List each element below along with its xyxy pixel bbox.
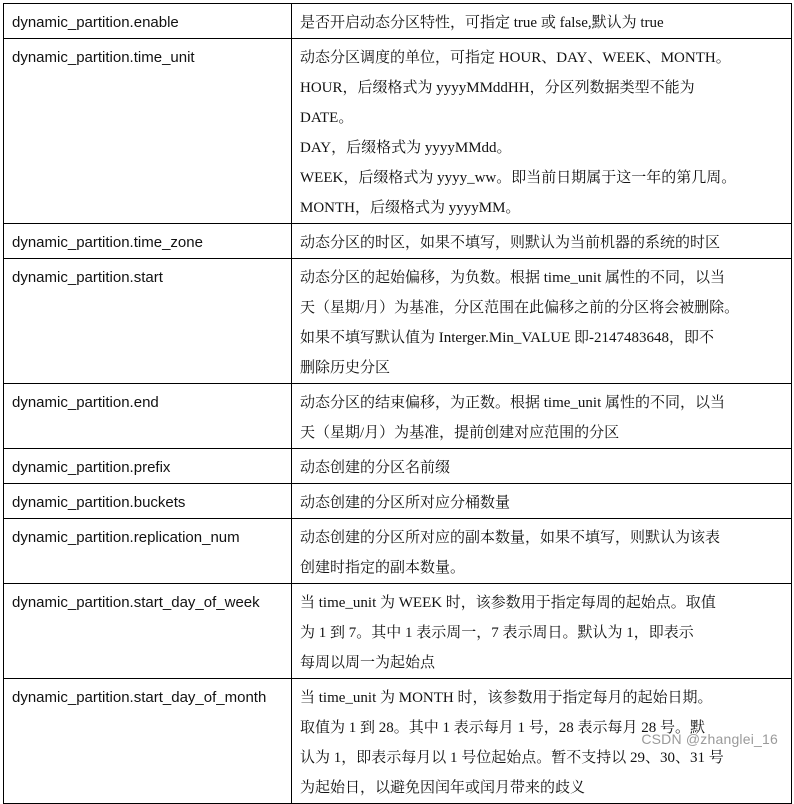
- param-key: dynamic_partition.start_day_of_month: [12, 689, 267, 706]
- param-key-cell: [4, 4, 292, 39]
- table-body: [4, 4, 792, 804]
- param-desc-line: 为起始日，以避免因闰年或闰月带来的歧义: [300, 780, 586, 796]
- param-desc-line: 动态创建的分区所对应的副本数量，如果不填写，则默认为该表: [300, 530, 721, 546]
- param-desc-line: 取值为 1 到 28。其中 1 表示每月 1 号，28 表示每月 28 号。默: [300, 720, 706, 736]
- table-row: [4, 4, 792, 39]
- table-row: [4, 584, 792, 679]
- param-desc-line: 是否开启动态分区特性，可指定 true 或 false,默认为 true: [300, 15, 664, 31]
- param-desc-cell: [292, 449, 792, 484]
- param-desc-line: 为 1 到 7。其中 1 表示周一，7 表示周日。默认为 1，即表示: [300, 625, 694, 641]
- table-row: [4, 39, 792, 224]
- param-key: dynamic_partition.start: [12, 269, 163, 286]
- param-key: dynamic_partition.buckets: [12, 494, 186, 511]
- param-key: dynamic_partition.replication_num: [12, 529, 240, 546]
- param-key-cell: [4, 584, 292, 679]
- param-key-cell: [4, 39, 292, 224]
- param-key: dynamic_partition.start_day_of_week: [12, 594, 260, 611]
- param-desc-cell: [292, 224, 792, 259]
- param-desc-line: 当 time_unit 为 MONTH 时，该参数用于指定每月的起始日期。: [300, 690, 713, 706]
- param-desc-cell: [292, 519, 792, 584]
- config-parameter-table: [3, 3, 792, 804]
- param-desc-line: 动态分区的结束偏移，为正数。根据 time_unit 属性的不同，以当: [300, 395, 725, 411]
- param-desc-line: HOUR，后缀格式为 yyyyMMddHH，分区列数据类型不能为: [300, 80, 695, 96]
- param-desc-line: 动态创建的分区所对应分桶数量: [300, 495, 511, 511]
- param-desc-line: MONTH，后缀格式为 yyyyMM。: [300, 200, 521, 216]
- param-key: dynamic_partition.enable: [12, 14, 179, 31]
- param-desc-line: 动态分区调度的单位，可指定 HOUR、DAY、WEEK、MONTH。: [300, 50, 731, 66]
- param-key: dynamic_partition.prefix: [12, 459, 171, 476]
- param-key-cell: [4, 484, 292, 519]
- param-desc-line: 动态创建的分区名前缀: [300, 460, 451, 476]
- param-desc-cell: [292, 584, 792, 679]
- table-row: [4, 484, 792, 519]
- table-row: [4, 449, 792, 484]
- param-desc-cell: [292, 4, 792, 39]
- param-desc-cell: [292, 484, 792, 519]
- param-desc-line: DATE。: [300, 110, 354, 126]
- param-key-cell: [4, 519, 292, 584]
- param-desc-line: 当 time_unit 为 WEEK 时，该参数用于指定每周的起始点。取值: [300, 595, 716, 611]
- param-desc-cell: [292, 39, 792, 224]
- param-desc-cell: [292, 259, 792, 384]
- param-desc-line: 天（星期/月）为基准，分区范围在此偏移之前的分区将会被删除。: [300, 300, 740, 316]
- param-key: dynamic_partition.time_zone: [12, 234, 203, 251]
- table-row: [4, 384, 792, 449]
- param-key-cell: [4, 679, 292, 804]
- param-desc-line: 动态分区的起始偏移，为负数。根据 time_unit 属性的不同，以当: [300, 270, 725, 286]
- table-row: [4, 224, 792, 259]
- param-desc-cell: [292, 384, 792, 449]
- table-row: [4, 519, 792, 584]
- param-desc-line: 天（星期/月）为基准，提前创建对应范围的分区: [300, 425, 620, 441]
- param-desc-line: WEEK，后缀格式为 yyyy_ww。即当前日期属于这一年的第几周。: [300, 170, 737, 186]
- param-key-cell: [4, 224, 292, 259]
- param-desc-line: 删除历史分区: [300, 360, 391, 376]
- param-desc-line: 认为 1，即表示每月以 1 号位起始点。暂不支持以 29、30、31 号: [300, 750, 724, 766]
- table-row: [4, 259, 792, 384]
- param-desc-line: DAY，后缀格式为 yyyyMMdd。: [300, 140, 512, 156]
- param-desc-line: 创建时指定的副本数量。: [300, 560, 466, 576]
- param-key: dynamic_partition.end: [12, 394, 159, 411]
- csdn-watermark: CSDN @zhanglei_16: [641, 731, 778, 747]
- param-desc-line: 每周以周一为起始点: [300, 655, 436, 671]
- param-key: dynamic_partition.time_unit: [12, 49, 195, 66]
- param-key-cell: [4, 384, 292, 449]
- param-desc-line: 如果不填写默认值为 Interger.Min_VALUE 即-2147483648，即不: [300, 330, 715, 346]
- param-key-cell: [4, 259, 292, 384]
- param-key-cell: [4, 449, 292, 484]
- param-desc-line: 动态分区的时区，如果不填写，则默认为当前机器的系统的时区: [300, 235, 721, 251]
